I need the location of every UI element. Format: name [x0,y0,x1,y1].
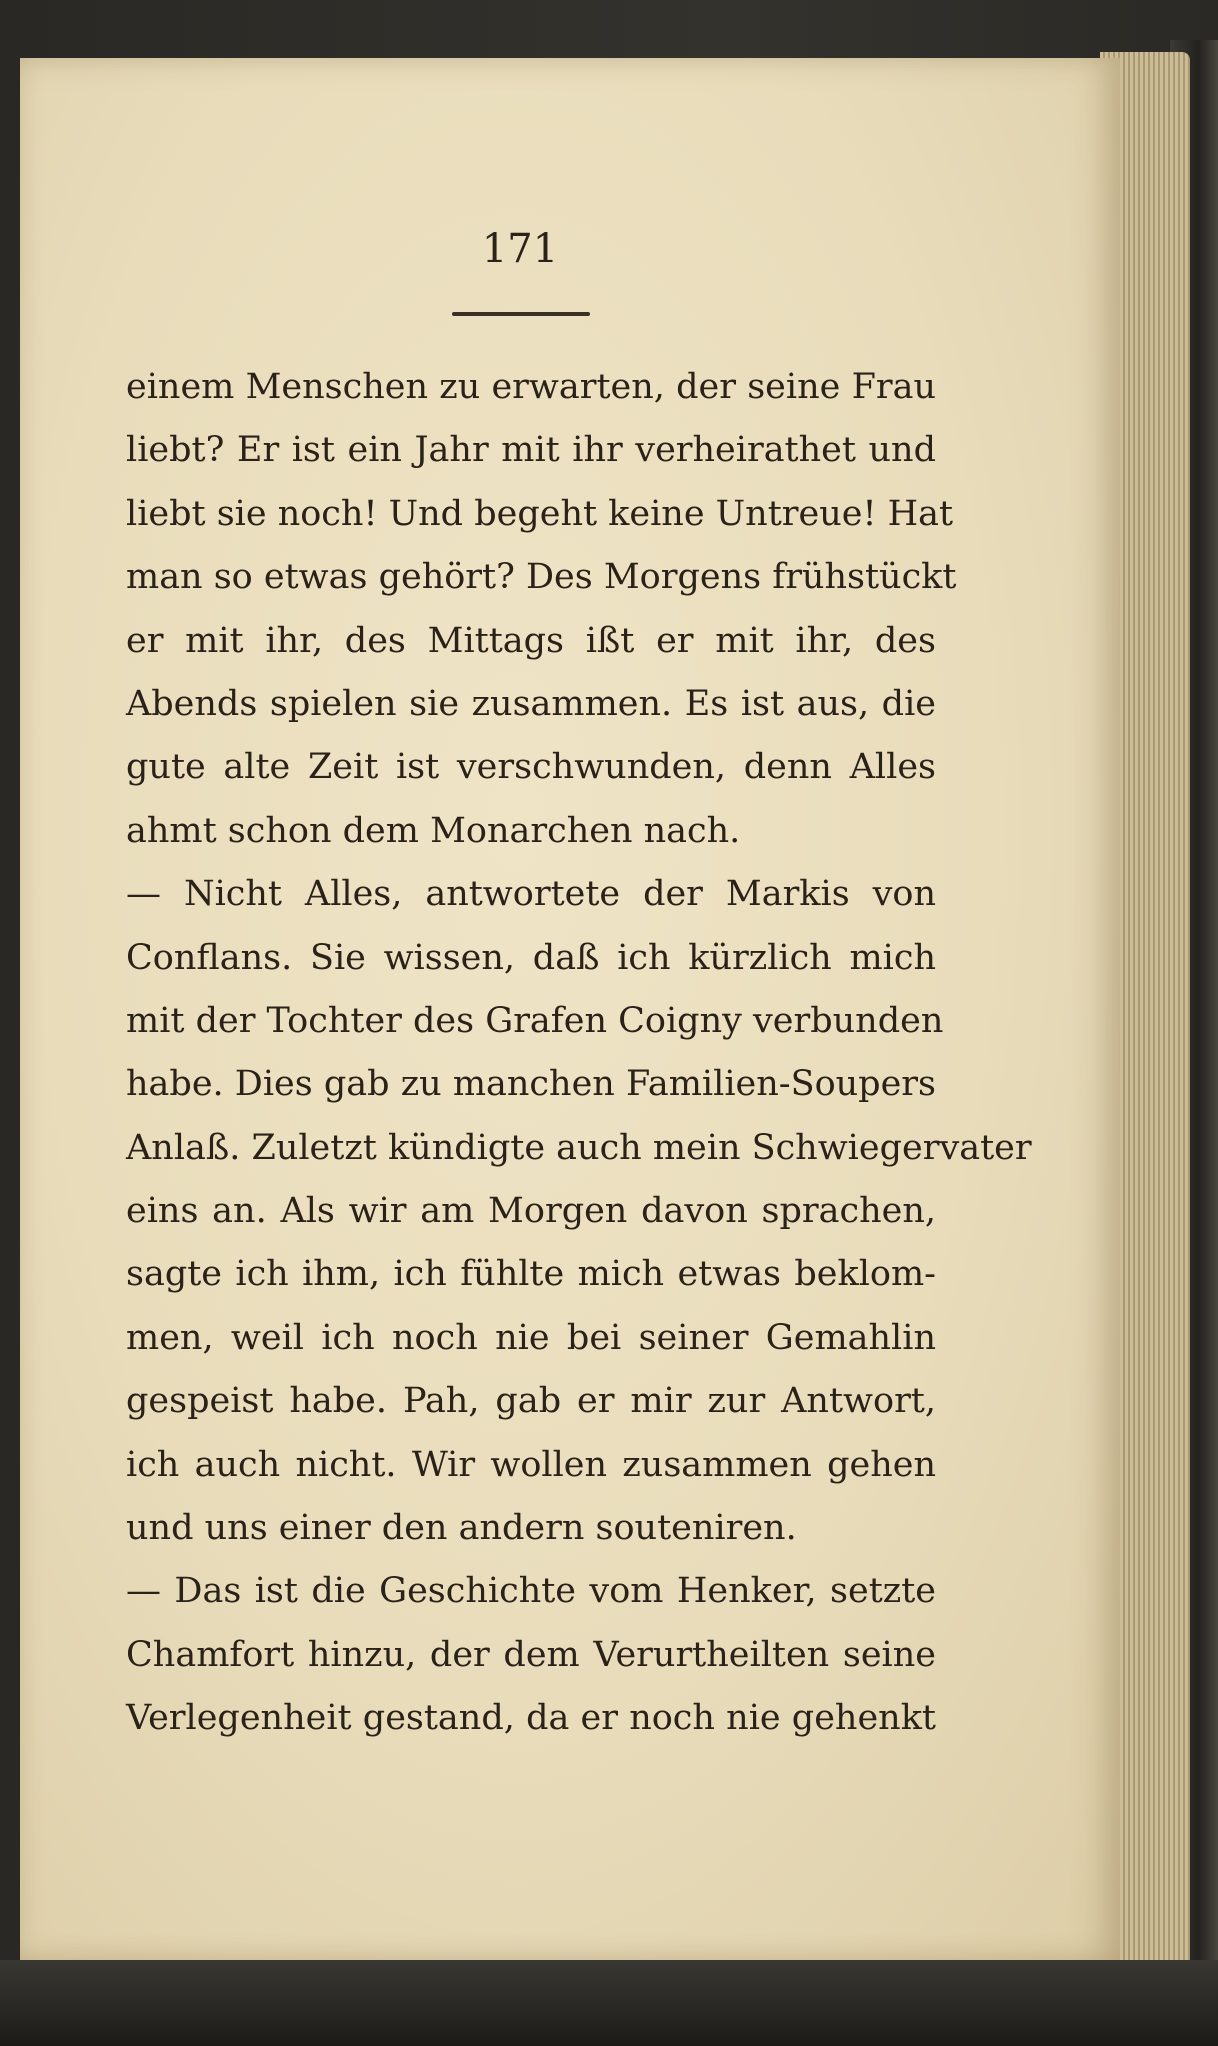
bottom-binding [0,1960,1218,2046]
text-line: — Das ist die Geschichte vom Henker, setzte [126,1571,936,1612]
text-line: Abends spielen sie zusammen. Es ist aus, die [126,683,936,724]
text-line: man so etwas gehört? Des Morgens frühstückt [126,557,957,598]
text-line: ahmt schon dem Monarchen nach. [126,810,741,851]
text-line: und uns einer den andern souteniren. [126,1508,797,1549]
text-line: ich auch nicht. Wir wollen zusammen gehen [126,1444,936,1485]
page-number: 171 [481,226,559,272]
text-line: Conflans. Sie wissen, daß ich kürzlich mich [126,937,936,978]
text-line: gute alte Zeit ist verschwunden, denn Alles [126,747,936,788]
text-line: liebt sie noch! Und begeht keine Untreue! Hat [126,493,954,534]
text-line: gespeist habe. Pah, gab er mir zur Antwort, [126,1381,936,1422]
text-line: habe. Dies gab zu manchen Familien-Soupers [126,1064,936,1105]
text-line: men, weil ich noch nie bei seiner Gemahlin [126,1317,936,1358]
header-rule [452,312,590,316]
text-line: — Nicht Alles, antwortete der Markis von [126,874,936,915]
body-text [126,356,1032,1751]
text-line: mit der Tochter des Grafen Coigny verbunden [126,1000,944,1041]
text-line: einem Menschen zu erwarten, der seine Frau [126,367,936,407]
text-line: eins an. Als wir am Morgen davon sprachen, [126,1191,936,1232]
text-line: liebt? Er ist ein Jahr mit ihr verheirathet und [126,430,936,471]
text-line: Chamfort hinzu, der dem Verurtheilten seine [126,1634,936,1675]
text-line: er mit ihr, des Mittags ißt er mit ihr, des [126,620,936,661]
text-line: sagte ich ihm, ich fühlte mich etwas beklom- [126,1254,936,1295]
text-line: Anlaß. Zuletzt kündigte auch mein Schwiegervater [126,1127,1032,1168]
text-line: Verlegenheit gestand, da er noch nie gehenkt [126,1698,936,1739]
